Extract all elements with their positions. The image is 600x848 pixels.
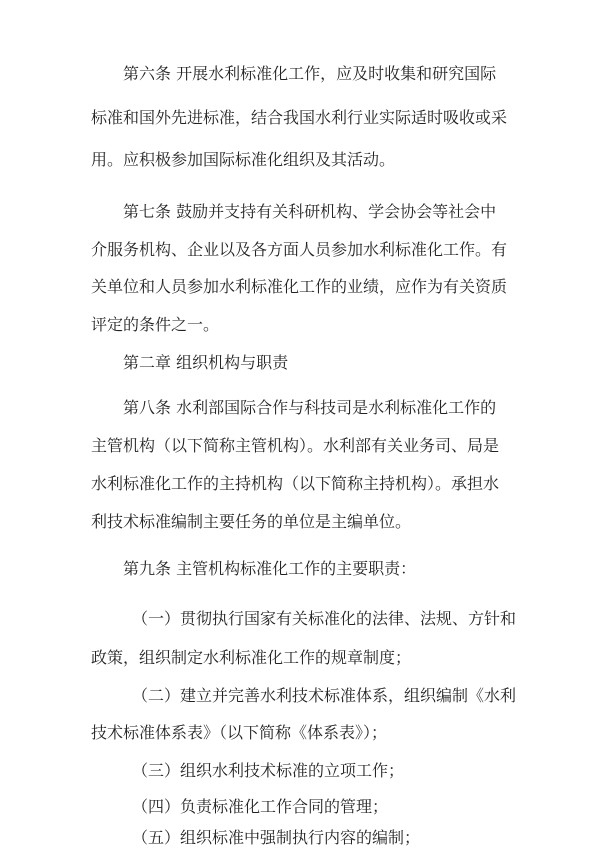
article6-line2: 标准和国外先进标准，结合我国水利行业实际适时吸收或采	[91, 108, 508, 127]
article9-item4: （四）负责标准化工作合同的管理；	[132, 797, 389, 816]
article9-item5: （五）组织标准中强制执行内容的编制；	[132, 828, 421, 847]
article9-item2-line1: （二）建立并完善水利技术标准体系，组织编制《水利	[132, 686, 517, 705]
article9-item1-line1: （一）贯彻执行国家有关标准化的法律、法规、方针和	[132, 609, 517, 628]
article9-item2-line2: 技术标准体系表》（以下简称《体系表》）；	[91, 723, 388, 742]
chapter2-heading: 第二章 组织机构与职责	[123, 353, 289, 372]
article9-heading: 第九条 主管机构标准化工作的主要职责：	[123, 559, 417, 578]
article7-line1: 第七条 鼓励并支持有关科研机构、学会协会等社会中	[123, 202, 497, 221]
article6-line3: 用。应积极参加国际标准化组织及其活动。	[91, 150, 396, 169]
article9-item1-line2: 政策，组织制定水利标准化工作的规章制度；	[91, 648, 412, 667]
article8-line4: 利技术标准编制主要任务的单位是主编单位。	[91, 512, 412, 531]
article8-line1: 第八条 水利部国际合作与科技司是水利标准化工作的	[123, 398, 497, 417]
article7-line3: 关单位和人员参加水利标准化工作的业绩，应作为有关资质	[91, 277, 508, 296]
article7-line4: 评定的条件之一。	[91, 315, 220, 334]
article8-line2: 主管机构（以下简称主管机构）。水利部有关业务司、局是	[91, 436, 500, 455]
article7-line2: 介服务机构、企业以及各方面人员参加水利标准化工作。有	[91, 240, 508, 259]
article9-item3: （三）组织水利技术标准的立项工作；	[132, 761, 405, 780]
article6-line1: 第六条 开展水利标准化工作，应及时收集和研究国际	[123, 64, 497, 83]
article8-line3: 水利标准化工作的主持机构（以下简称主持机构）。承担水	[91, 474, 500, 493]
